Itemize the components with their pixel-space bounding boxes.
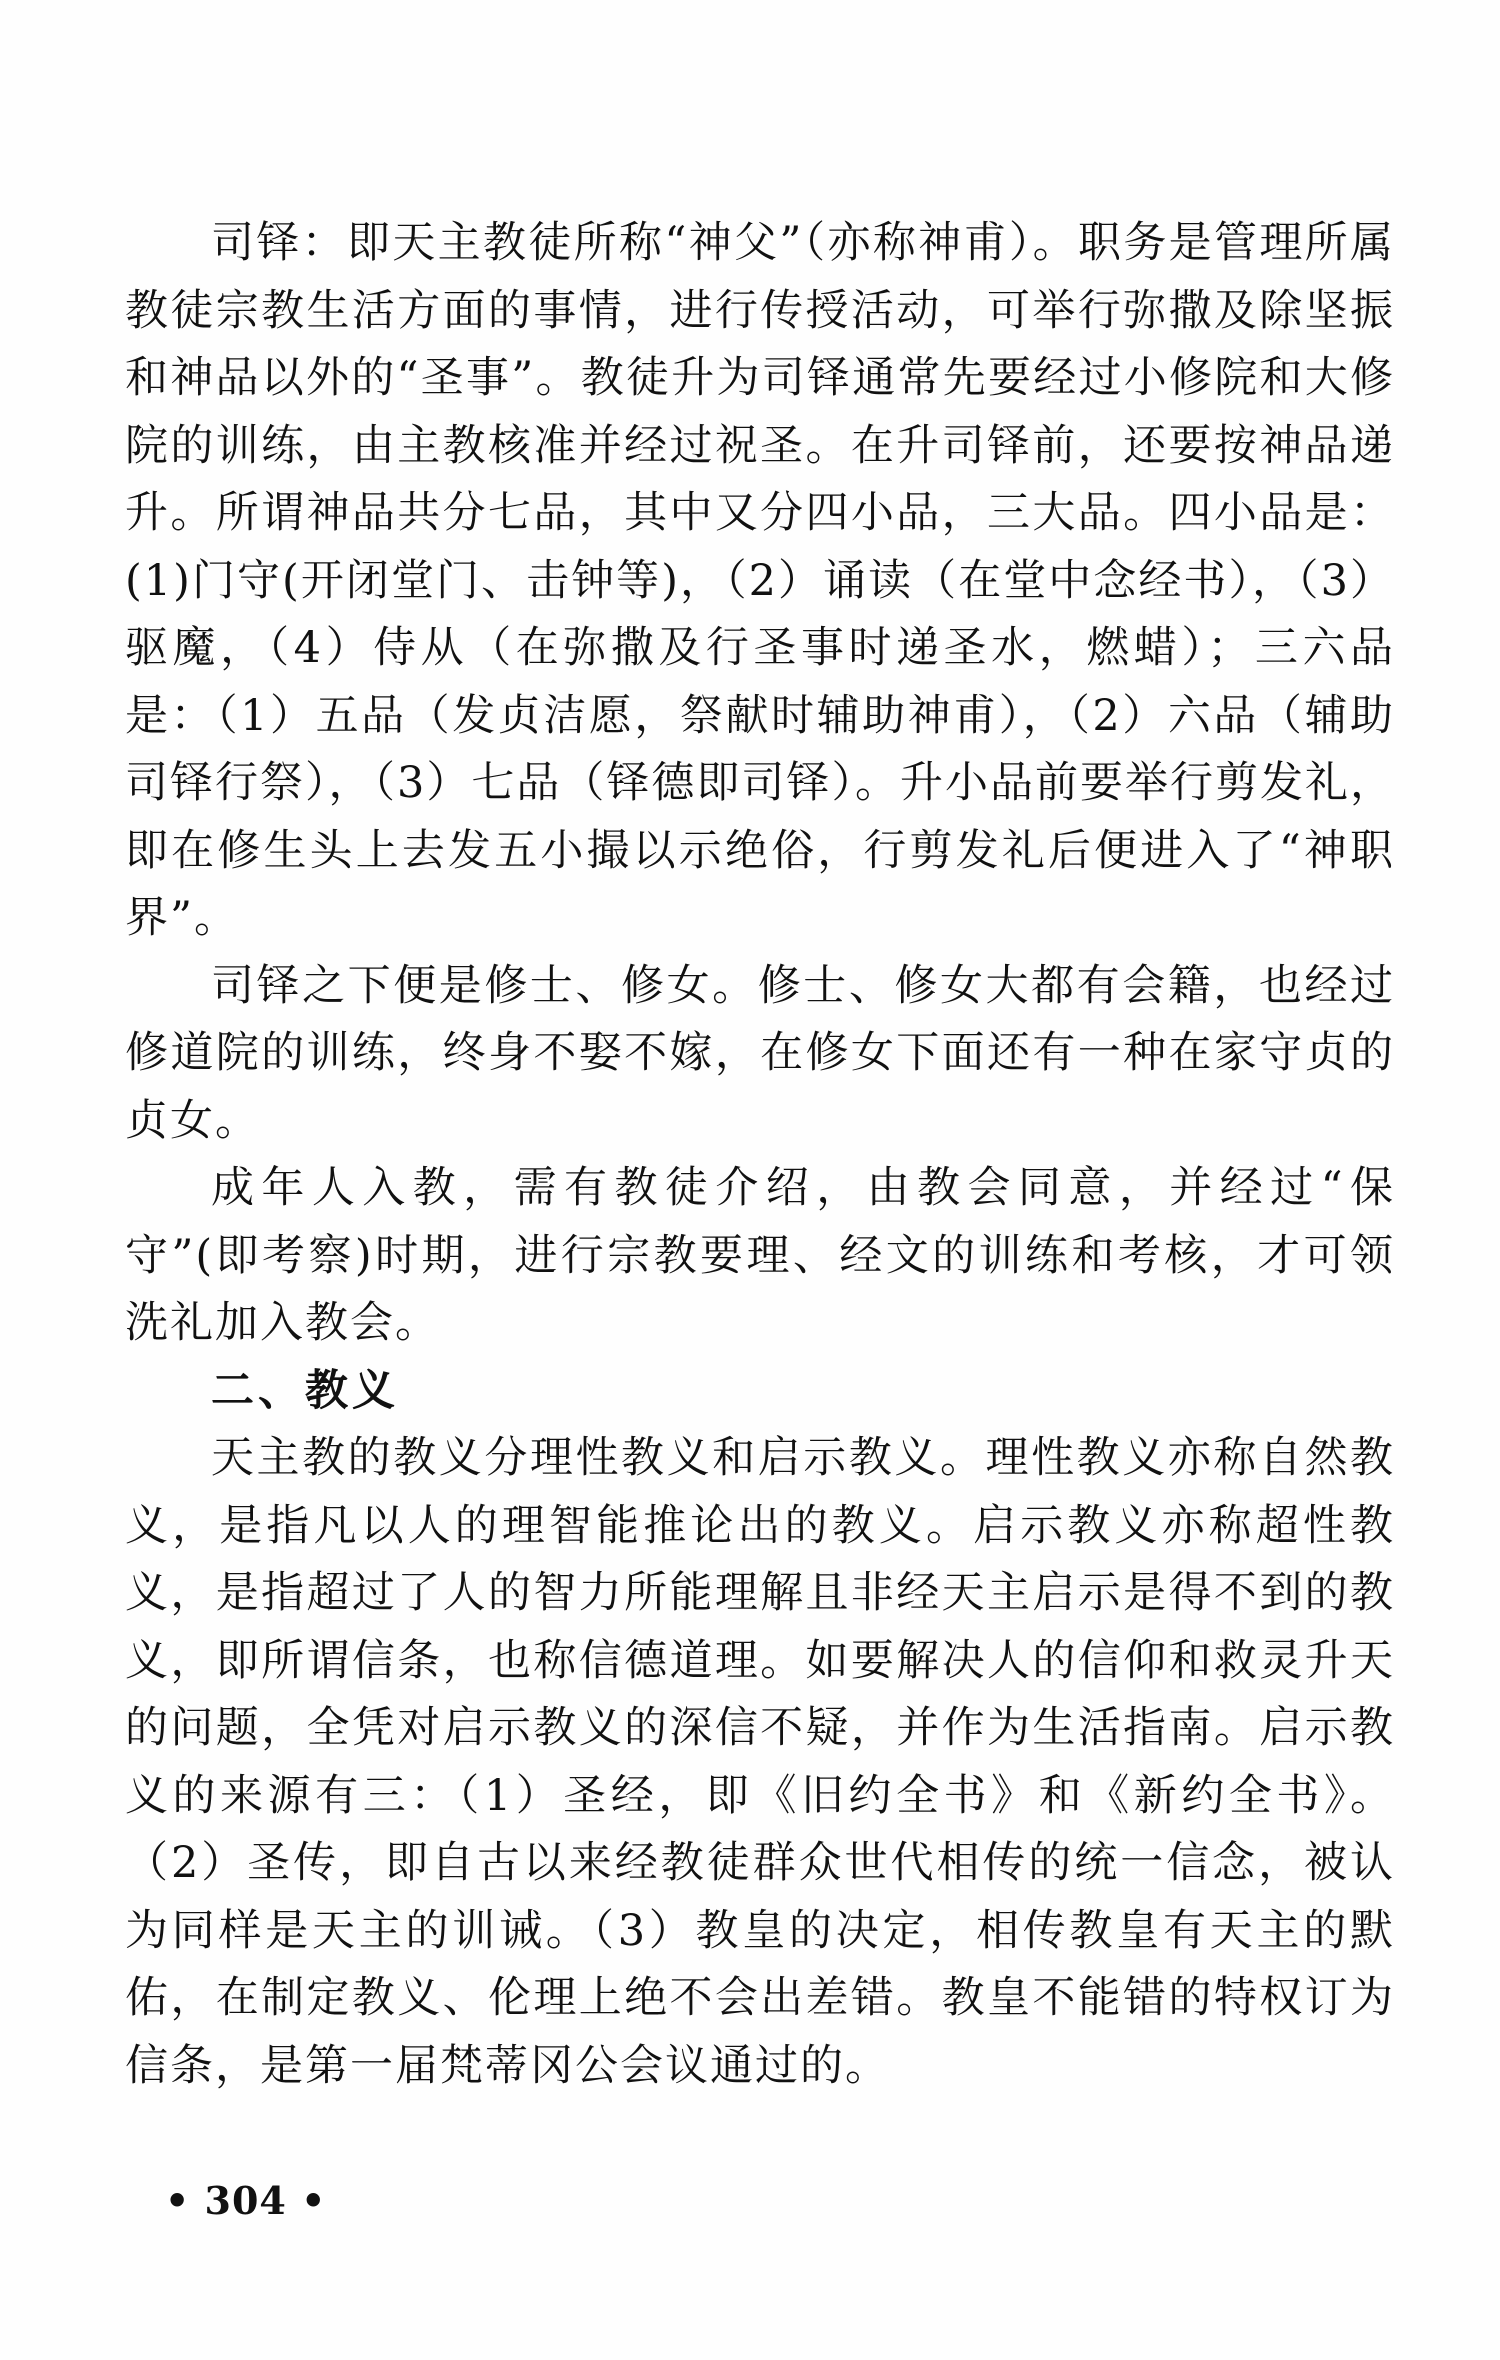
paragraph-adult-conversion: 成年人入教，需有教徒介绍，由教会同意，并经过“保守”(即考察)时期，进行宗教要理、经文的训练和考核，才可领洗礼加入教会。 [125, 1163, 1395, 1348]
paragraph-doctrine: 天主教的教义分理性教义和启示教义。理性教义亦称自然教义，是指凡以人的理智能推论出的教义。启示教义亦称超性教义，是指超过了人的智力所能理解且非经天主启示是得不到的教义，即所谓信条，也称信德道理。如要解决人的信仰和救灵升天的问题，全凭对启示教义的深信不疑，并作为生活指南。启示教义的来源有三：（1）圣经，即《旧约全书》和《新约全书》。（2）圣传，即自古以来经教徒群众世代相传的统一信念，被认为同样是天主的训诫。（3）教皇的决定，相传教皇有天主的默佑，在制定教义、伦理上绝不会出差错。教皇不能错的特权订为信条，是第一届梵蒂冈公会议通过的。 [125, 1433, 1395, 2091]
body-text [125, 210, 1395, 2100]
paragraph-priest: 司铎：即天主教徒所称“神父”（亦称神甫）。职务是管理所属教徒宗教生活方面的事情，进行传授活动，可举行弥撒及除坚振和神品以外的“圣事”。教徒升为司铎通常先要经过小修院和大修院的训练，由主教核准并经过祝圣。在升司铎前，还要按神品递升。所谓神品共分七品，其中又分四小品，三大品。四小品是：(1)门守(开闭堂门、击钟等)，（2）诵读（在堂中念经书），（3）驱魔，（4）侍从（在弥撒及行圣事时递圣水，燃蜡）；三六品是：（1）五品（发贞洁愿，祭献时辅助神甫），（2）六品（辅助司铎行祭），（3）七品（铎德即司铎）。升小品前要举行剪发礼，即在修生头上去发五小撮以示绝俗，行剪发礼后便进入了“神职界”。 [125, 218, 1395, 943]
page-number: • 304 • [165, 2178, 327, 2223]
section-heading: 二、教义 [211, 1365, 399, 1416]
paragraph-monks-nuns: 司铎之下便是修士、修女。修士、修女大都有会籍，也经过修道院的训练，终身不娶不嫁，在修女下面还有一种在家守贞的贞女。 [125, 960, 1395, 1146]
